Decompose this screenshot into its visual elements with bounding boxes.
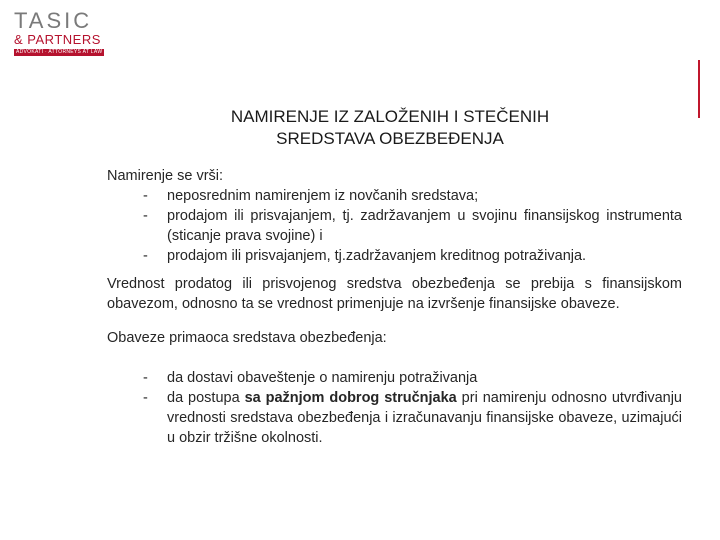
logo-tagline-bar: ADVOKATI · ATTORNEYS AT LAW bbox=[16, 49, 103, 55]
list-item-text: neposrednim namirenjem iz novčanih sredstava; bbox=[167, 188, 479, 204]
list-item bbox=[107, 186, 682, 206]
list-item-text: prodajom ili prisvajanjem, tj.zadržavanjem kreditnog potraživanja. bbox=[167, 248, 587, 264]
slide-body bbox=[107, 166, 682, 448]
list-item-text-post: pri namirenju odnosno utvrđivanju vrednosti sredstava obezbeđenja i izračunavanju finansijske obaveze, uzimajući u obzir tržišne okolnosti. bbox=[167, 390, 682, 446]
list-item-text-pre: da postupa bbox=[167, 390, 245, 406]
title-line-1: NAMIRENJE IZ ZALOŽENIH I STEČENIH bbox=[230, 107, 550, 126]
logo-partners: & PARTNERS bbox=[14, 32, 101, 47]
accent-divider bbox=[698, 60, 700, 118]
slide-title bbox=[150, 106, 630, 150]
settlement-methods-list bbox=[107, 186, 682, 266]
company-logo bbox=[14, 10, 110, 56]
title-line-2: SREDSTAVA OBEZBEĐENJA bbox=[276, 129, 504, 148]
list-item bbox=[107, 246, 682, 266]
list-item-text: prodajom ili prisvajanjem, tj. zadržavanjem u svojinu finansijskog instrumenta (sticanje prava svojine) i bbox=[167, 208, 682, 244]
section1-intro: Namirenje se vrši: bbox=[107, 168, 224, 184]
section3-intro: Obaveze primaoca sredstava obezbeđenja: bbox=[107, 330, 387, 346]
dash-bullet: - bbox=[143, 248, 148, 264]
dash-bullet: - bbox=[143, 188, 148, 204]
obligations-list bbox=[107, 368, 682, 448]
logo-name: TASIC bbox=[14, 8, 93, 33]
list-item bbox=[107, 206, 682, 246]
list-item bbox=[107, 388, 682, 448]
value-offset-paragraph: Vrednost prodatog ili prisvojenog sredstva obezbeđenja se prebija s finansijskom obavezom, odnosno ta se vrednost primenjuje na izvršenje finansijske obaveze. bbox=[107, 276, 682, 312]
dash-bullet: - bbox=[143, 370, 148, 386]
dash-bullet: - bbox=[143, 208, 148, 224]
list-item bbox=[107, 368, 682, 388]
emphasis-text: sa pažnjom dobrog stručnjaka bbox=[244, 390, 457, 406]
dash-bullet: - bbox=[143, 390, 148, 406]
list-item-text: da dostavi obaveštenje o namirenju potraživanja bbox=[167, 370, 478, 386]
